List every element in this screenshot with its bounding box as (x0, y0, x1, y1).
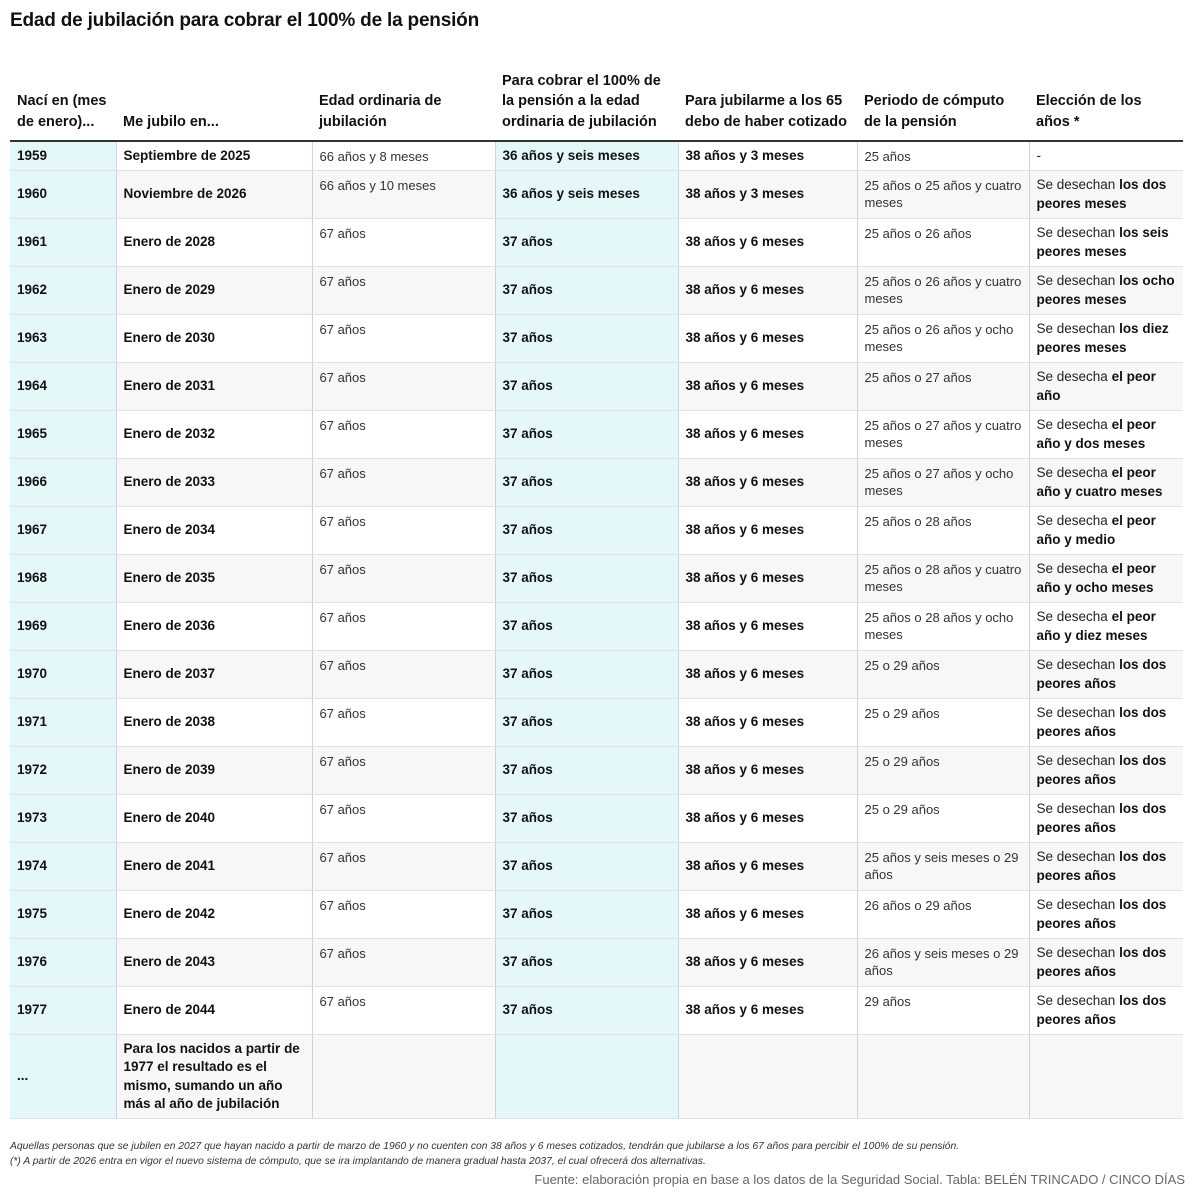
header-birth-year: Nací en (mes de enero)... (10, 58, 116, 141)
year-choice-cell (1029, 266, 1183, 314)
year-choice-cell (1029, 746, 1183, 794)
year-choice-cell (1029, 506, 1183, 554)
birth-year-cell: 1962 (10, 266, 116, 314)
full-pension-cell: 37 años (495, 746, 678, 794)
year-choice-text: Se desechan (1036, 225, 1120, 240)
retire-at-65-cell: 38 años y 6 meses (678, 458, 857, 506)
computation-period-cell: 25 años o 28 años y ocho meses (857, 602, 1029, 650)
header-full-pension: Para cobrar el 100% de la pensión a la edad ordinaria de jubilación (495, 58, 678, 141)
birth-year-cell: 1976 (10, 938, 116, 986)
retire-at-65-cell: 38 años y 6 meses (678, 794, 857, 842)
retire-at-65-cell: 38 años y 6 meses (678, 986, 857, 1034)
year-choice-cell (1029, 458, 1183, 506)
computation-period-cell: 25 o 29 años (857, 650, 1029, 698)
year-choice-cell (1029, 554, 1183, 602)
full-pension-cell: 37 años (495, 650, 678, 698)
footnote: Aquellas personas que se jubilen en 2027 que hayan nacido a partir de marzo de 1960 y no cuenten con 38 años y 6 meses cotizados, tendrán que jubilarse a los 67 años para percibir el 100% de su pensión. (10, 1141, 960, 1152)
ordinary-age-cell: 67 años (312, 746, 495, 794)
retire-at-65-cell: 38 años y 6 meses (678, 602, 857, 650)
computation-period-cell: 25 años o 27 años y ocho meses (857, 458, 1029, 506)
year-choice-cell (1029, 842, 1183, 890)
year-choice-emphasis: el peor año y ocho meses (1036, 561, 1156, 595)
year-choice-text: Se desecha (1036, 561, 1112, 576)
year-choice-emphasis: los ocho peores meses (1036, 273, 1175, 307)
retire-date-cell: Enero de 2038 (116, 698, 312, 746)
ordinary-age-cell: 67 años (312, 938, 495, 986)
year-choice-emphasis: los dos peores años (1036, 849, 1167, 883)
year-choice-text: Se desechan (1036, 897, 1120, 912)
year-choice-cell (1029, 650, 1183, 698)
retire-date-cell: Enero de 2032 (116, 410, 312, 458)
full-pension-cell: 37 años (495, 266, 678, 314)
table-row (10, 170, 1183, 218)
year-choice-cell (1029, 410, 1183, 458)
full-pension-cell: 37 años (495, 554, 678, 602)
table-row (10, 746, 1183, 794)
year-choice-text: Se desecha (1036, 369, 1112, 384)
year-choice-emphasis: los dos peores meses (1036, 177, 1167, 211)
year-choice-emphasis: el peor año y cuatro meses (1036, 465, 1163, 499)
year-choice-emphasis: los dos peores años (1036, 897, 1167, 931)
birth-year-cell: 1960 (10, 170, 116, 218)
computation-period-cell: 25 años o 27 años y cuatro meses (857, 410, 1029, 458)
year-choice-emphasis: los dos peores años (1036, 993, 1167, 1027)
full-pension-cell: 37 años (495, 890, 678, 938)
table-row (10, 218, 1183, 266)
birth-year-cell: 1963 (10, 314, 116, 362)
year-choice-emphasis: los diez peores meses (1036, 321, 1169, 355)
source-credit: Fuente: elaboración propia en base a los datos de la Seguridad Social. Tabla: BELÉN TRINCADO / CINCO DÍAS (534, 1172, 1185, 1187)
retire-at-65-cell: 38 años y 6 meses (678, 314, 857, 362)
retire-date-cell: Enero de 2033 (116, 458, 312, 506)
table-row (10, 266, 1183, 314)
birth-year-cell: 1977 (10, 986, 116, 1034)
year-choice-emphasis: los dos peores años (1036, 657, 1167, 691)
birth-year-cell: 1969 (10, 602, 116, 650)
table-row (10, 794, 1183, 842)
full-pension-cell: 37 años (495, 698, 678, 746)
retire-at-65-cell: 38 años y 3 meses (678, 170, 857, 218)
retire-date-cell: Para los nacidos a partir de 1977 el resultado es el mismo, sumando un año más al año de jubilación (116, 1034, 312, 1118)
computation-period-cell: 25 años o 26 años (857, 218, 1029, 266)
birth-year-cell: 1975 (10, 890, 116, 938)
retire-at-65-cell: 38 años y 6 meses (678, 554, 857, 602)
birth-year-cell: 1967 (10, 506, 116, 554)
full-pension-cell: 37 años (495, 602, 678, 650)
retire-date-cell: Enero de 2044 (116, 986, 312, 1034)
retire-at-65-cell: 38 años y 6 meses (678, 362, 857, 410)
table-row (10, 314, 1183, 362)
retire-date-cell: Enero de 2031 (116, 362, 312, 410)
birth-year-cell: 1973 (10, 794, 116, 842)
table-row (10, 602, 1183, 650)
full-pension-cell (495, 1034, 678, 1118)
ordinary-age-cell: 67 años (312, 362, 495, 410)
year-choice-text: Se desechan (1036, 801, 1120, 816)
year-choice-emphasis: los dos peores años (1036, 945, 1167, 979)
retire-at-65-cell: 38 años y 6 meses (678, 746, 857, 794)
year-choice-cell (1029, 698, 1183, 746)
retire-date-cell: Enero de 2040 (116, 794, 312, 842)
full-pension-cell: 37 años (495, 506, 678, 554)
full-pension-cell: 36 años y seis meses (495, 141, 678, 170)
year-choice-cell (1029, 170, 1183, 218)
retire-date-cell: Enero de 2042 (116, 890, 312, 938)
retire-at-65-cell: 38 años y 6 meses (678, 218, 857, 266)
table-row (10, 410, 1183, 458)
computation-period-cell: 25 o 29 años (857, 794, 1029, 842)
ordinary-age-cell: 67 años (312, 842, 495, 890)
retire-at-65-cell: 38 años y 6 meses (678, 506, 857, 554)
ordinary-age-cell: 67 años (312, 266, 495, 314)
retirement-table (10, 58, 1183, 1119)
retire-at-65-cell: 38 años y 6 meses (678, 698, 857, 746)
retire-at-65-cell: 38 años y 6 meses (678, 410, 857, 458)
year-choice-cell (1029, 602, 1183, 650)
ordinary-age-cell: 67 años (312, 314, 495, 362)
year-choice-text: Se desecha (1036, 465, 1112, 480)
retire-date-cell: Enero de 2030 (116, 314, 312, 362)
year-choice-emphasis: el peor año y dos meses (1036, 417, 1156, 451)
retire-at-65-cell (678, 1034, 857, 1118)
table-row (10, 1034, 1183, 1118)
header-retire-date: Me jubilo en... (116, 58, 312, 141)
retire-date-cell: Enero de 2036 (116, 602, 312, 650)
year-choice-emphasis: el peor año y diez meses (1036, 609, 1156, 643)
retire-date-cell: Enero de 2028 (116, 218, 312, 266)
retire-date-cell: Septiembre de 2025 (116, 141, 312, 170)
ordinary-age-cell: 67 años (312, 554, 495, 602)
birth-year-cell: 1964 (10, 362, 116, 410)
table-row (10, 698, 1183, 746)
full-pension-cell: 37 años (495, 410, 678, 458)
year-choice-text: Se desechan (1036, 657, 1120, 672)
header-computation-period: Periodo de cómputo de la pensión (857, 58, 1029, 141)
ordinary-age-cell: 66 años y 10 meses (312, 170, 495, 218)
retire-at-65-cell: 38 años y 6 meses (678, 938, 857, 986)
computation-period-cell: 26 años y seis meses o 29 años (857, 938, 1029, 986)
birth-year-cell: 1972 (10, 746, 116, 794)
ordinary-age-cell: 67 años (312, 650, 495, 698)
year-choice-text: Se desechan (1036, 849, 1120, 864)
full-pension-cell: 37 años (495, 458, 678, 506)
retire-at-65-cell: 38 años y 6 meses (678, 842, 857, 890)
table-row (10, 458, 1183, 506)
year-choice-text: Se desechan (1036, 993, 1120, 1008)
year-choice-emphasis: los dos peores años (1036, 705, 1167, 739)
header-ordinary-age: Edad ordinaria de jubilación (312, 58, 495, 141)
table-row (10, 842, 1183, 890)
full-pension-cell: 37 años (495, 218, 678, 266)
footnotes (10, 1139, 1180, 1169)
birth-year-cell: 1966 (10, 458, 116, 506)
ordinary-age-cell: 67 años (312, 698, 495, 746)
year-choice-text: Se desecha (1036, 417, 1112, 432)
year-choice-cell (1029, 890, 1183, 938)
computation-period-cell: 25 años (857, 141, 1029, 170)
ordinary-age-cell: 67 años (312, 602, 495, 650)
retire-at-65-cell: 38 años y 3 meses (678, 141, 857, 170)
ordinary-age-cell: 67 años (312, 410, 495, 458)
year-choice-cell (1029, 1034, 1183, 1118)
year-choice-cell (1029, 794, 1183, 842)
computation-period-cell: 25 años o 28 años y cuatro meses (857, 554, 1029, 602)
ordinary-age-cell (312, 1034, 495, 1118)
page-title: Edad de jubilación para cobrar el 100% de la pensión (10, 10, 479, 31)
table-body (10, 141, 1183, 1118)
birth-year-cell: ... (10, 1034, 116, 1118)
year-choice-text: - (1036, 148, 1041, 164)
computation-period-cell: 25 años o 27 años (857, 362, 1029, 410)
retire-date-cell: Noviembre de 2026 (116, 170, 312, 218)
table-row (10, 554, 1183, 602)
year-choice-emphasis: los dos peores años (1036, 801, 1167, 835)
computation-period-cell: 25 años o 26 años y ocho meses (857, 314, 1029, 362)
table-row (10, 362, 1183, 410)
ordinary-age-cell: 67 años (312, 890, 495, 938)
computation-period-cell: 25 años o 25 años y cuatro meses (857, 170, 1029, 218)
ordinary-age-cell: 67 años (312, 506, 495, 554)
retire-at-65-cell: 38 años y 6 meses (678, 266, 857, 314)
year-choice-text: Se desecha (1036, 513, 1112, 528)
retire-date-cell: Enero de 2041 (116, 842, 312, 890)
computation-period-cell: 25 o 29 años (857, 746, 1029, 794)
year-choice-cell (1029, 314, 1183, 362)
computation-period-cell: 25 años o 28 años (857, 506, 1029, 554)
computation-period-cell: 29 años (857, 986, 1029, 1034)
birth-year-cell: 1961 (10, 218, 116, 266)
retire-date-cell: Enero de 2039 (116, 746, 312, 794)
birth-year-cell: 1965 (10, 410, 116, 458)
year-choice-cell (1029, 938, 1183, 986)
year-choice-text: Se desechan (1036, 945, 1120, 960)
year-choice-cell (1029, 141, 1183, 170)
year-choice-emphasis: el peor año y medio (1036, 513, 1156, 547)
retire-date-cell: Enero de 2029 (116, 266, 312, 314)
ordinary-age-cell: 67 años (312, 458, 495, 506)
full-pension-cell: 37 años (495, 938, 678, 986)
table-row (10, 890, 1183, 938)
year-choice-emphasis: los seis peores meses (1036, 225, 1169, 259)
year-choice-cell (1029, 986, 1183, 1034)
computation-period-cell: 26 años o 29 años (857, 890, 1029, 938)
full-pension-cell: 36 años y seis meses (495, 170, 678, 218)
birth-year-cell: 1970 (10, 650, 116, 698)
full-pension-cell: 37 años (495, 842, 678, 890)
header-year-choice: Elección de los años * (1029, 58, 1183, 141)
ordinary-age-cell: 66 años y 8 meses (312, 141, 495, 170)
header-retire-at-65: Para jubilarme a los 65 debo de haber cotizado (678, 58, 857, 141)
computation-period-cell (857, 1034, 1029, 1118)
table-row (10, 938, 1183, 986)
retire-date-cell: Enero de 2034 (116, 506, 312, 554)
computation-period-cell: 25 o 29 años (857, 698, 1029, 746)
birth-year-cell: 1968 (10, 554, 116, 602)
retire-date-cell: Enero de 2035 (116, 554, 312, 602)
birth-year-cell: 1974 (10, 842, 116, 890)
table-row (10, 986, 1183, 1034)
year-choice-text: Se desechan (1036, 321, 1120, 336)
year-choice-text: Se desecha (1036, 609, 1112, 624)
birth-year-cell: 1971 (10, 698, 116, 746)
ordinary-age-cell: 67 años (312, 218, 495, 266)
year-choice-cell (1029, 218, 1183, 266)
birth-year-cell: 1959 (10, 141, 116, 170)
retire-date-cell: Enero de 2037 (116, 650, 312, 698)
year-choice-cell (1029, 362, 1183, 410)
full-pension-cell: 37 años (495, 362, 678, 410)
year-choice-text: Se desechan (1036, 705, 1120, 720)
table-row (10, 141, 1183, 170)
year-choice-text: Se desechan (1036, 177, 1120, 192)
year-choice-text: Se desechan (1036, 753, 1120, 768)
ordinary-age-cell: 67 años (312, 986, 495, 1034)
full-pension-cell: 37 años (495, 986, 678, 1034)
year-choice-text: Se desechan (1036, 273, 1120, 288)
computation-period-cell: 25 años o 26 años y cuatro meses (857, 266, 1029, 314)
table-header-row (10, 58, 1183, 141)
retire-at-65-cell: 38 años y 6 meses (678, 650, 857, 698)
full-pension-cell: 37 años (495, 794, 678, 842)
table-row (10, 506, 1183, 554)
table-row (10, 650, 1183, 698)
full-pension-cell: 37 años (495, 314, 678, 362)
retire-at-65-cell: 38 años y 6 meses (678, 890, 857, 938)
year-choice-emphasis: los dos peores años (1036, 753, 1167, 787)
year-choice-emphasis: el peor año (1036, 369, 1156, 403)
footnote: (*) A partir de 2026 entra en vigor el nuevo sistema de cómputo, que se ira implantando de manera gradual hasta 2037, el cual ofrecerá dos alternativas. (10, 1156, 706, 1167)
computation-period-cell: 25 años y seis meses o 29 años (857, 842, 1029, 890)
ordinary-age-cell: 67 años (312, 794, 495, 842)
retire-date-cell: Enero de 2043 (116, 938, 312, 986)
